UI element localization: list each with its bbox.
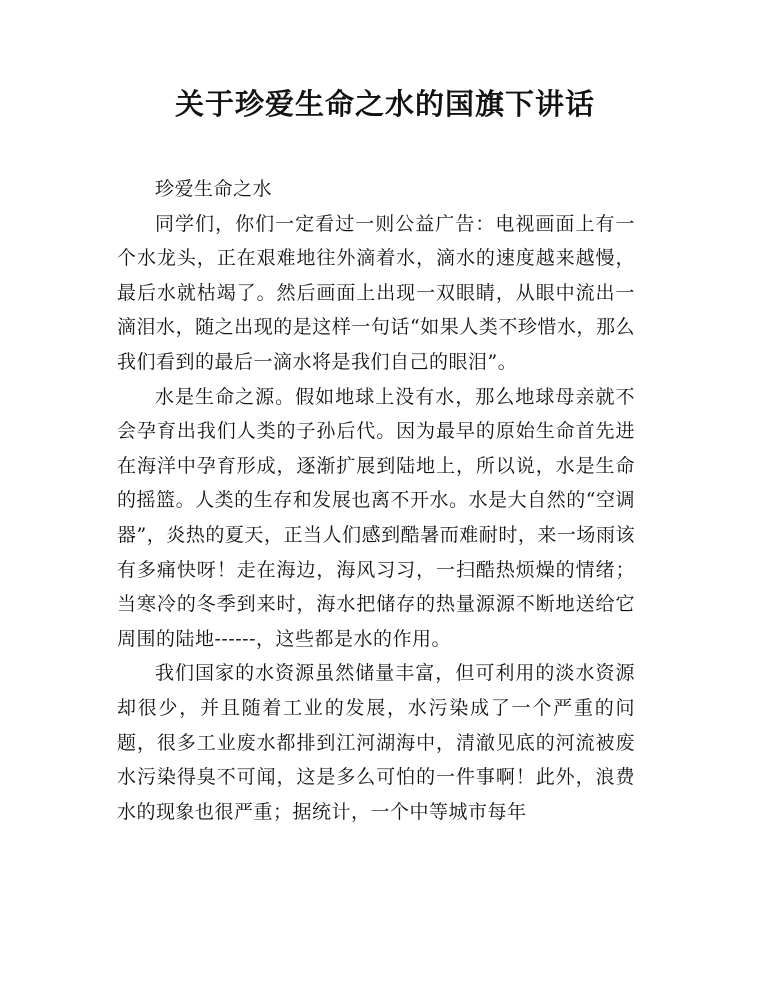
- paragraph-3: 我们国家的水资源虽然储量丰富，但可利用的淡水资源却很少，并且随着工业的发展，水污染成了一个严重的问题，很多工业废水都排到江河湖海中，清澈见底的河流被废水污染得臭不可闻，这是多么可怕的一件事啊！此外，浪费水的现象也很严重；据统计，一个中等城市每年: [117, 662, 635, 823]
- paragraph-subtitle: 珍爱生命之水: [155, 178, 273, 200]
- document-body: [117, 172, 635, 829]
- document-title: 关于珍爱生命之水的国旗下讲话: [174, 87, 595, 121]
- paragraph-1: 同学们，你们一定看过一则公益广告：电视画面上有一个水龙头，正在艰难地往外滴着水，滴水的速度越来越慢，最后水就枯竭了。然后画面上出现一双眼睛，从眼中流出一滴泪水，随之出现的是这样一句话“如果人类不珍惜水，那么我们看到的最后一滴水将是我们自己的眼泪”。: [117, 212, 635, 373]
- paragraph-2: 水是生命之源。假如地球上没有水，那么地球母亲就不会孕育出我们人类的子孙后代。因为最早的原始生命首先进在海洋中孕育形成，逐渐扩展到陆地上，所以说，水是生命的摇篮。人类的生存和发展也离不开水。水是大自然的“空调器”，炎热的夏天，正当人们感到酷暑而难耐时，来一场雨该有多痛快呀！走在海边，海风习习，一扫酷热烦燥的情绪；当寒冷的冬季到来时，海水把储存的热量源源不断地送给它周围的陆地------，这些都是水的作用。: [117, 385, 635, 650]
